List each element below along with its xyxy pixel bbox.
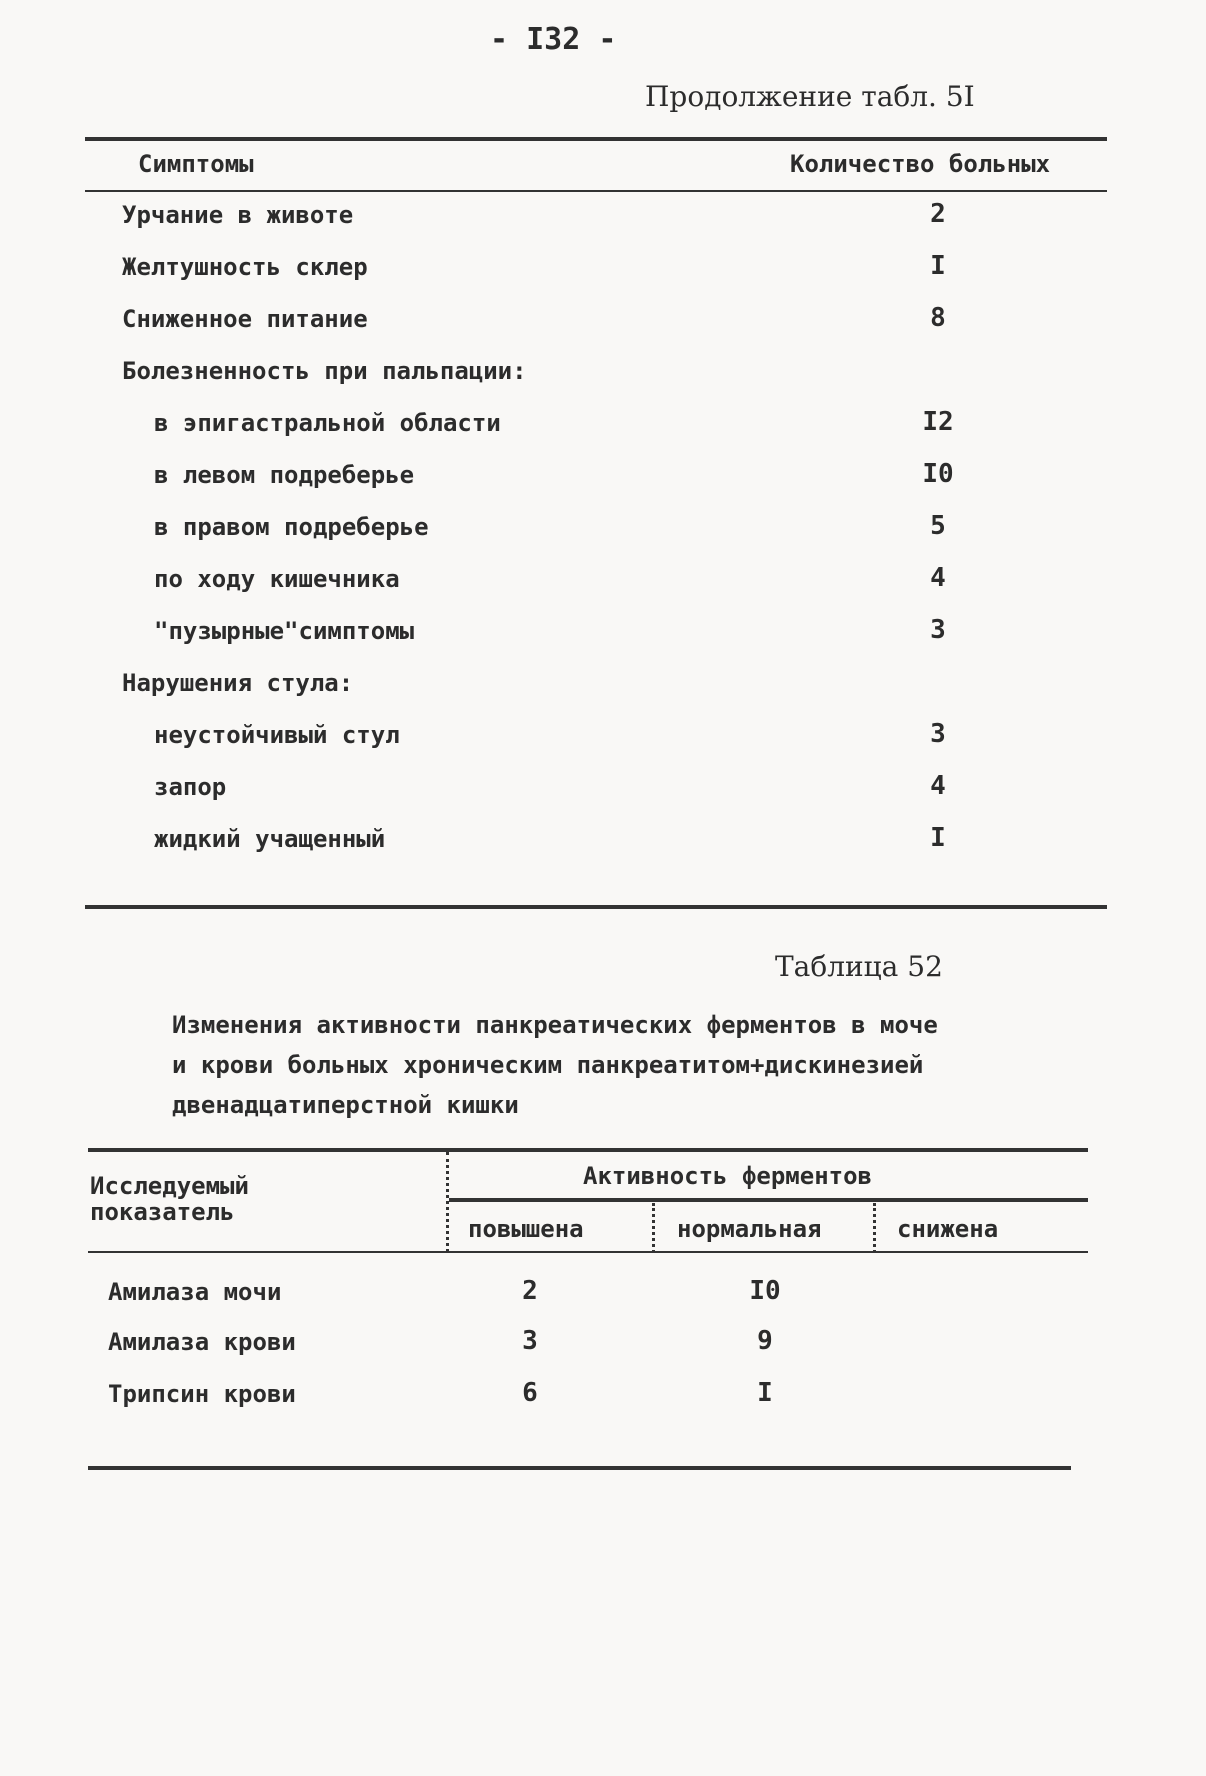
table-row-label: Нарушения стула: xyxy=(122,669,354,697)
table52-caption-line: двенадцатиперстной кишки xyxy=(172,1091,519,1119)
table-row-label: Амилаза крови xyxy=(108,1328,296,1356)
table-row-value: 3 xyxy=(930,719,946,749)
table52-caption-line: и крови больных хроническим панкреатитом+дискинезией xyxy=(172,1051,924,1079)
table-row-normal: 9 xyxy=(757,1326,773,1356)
table-row-label: в правом подреберье xyxy=(154,513,429,541)
table52-header-rule xyxy=(88,1251,1088,1253)
table-row-label: неустойчивый стул xyxy=(154,721,400,749)
table52-title: Таблица 52 xyxy=(775,950,943,983)
table-row-label: в эпигастральной области xyxy=(154,409,501,437)
table-row-value: 4 xyxy=(930,771,946,801)
table51-header-rule xyxy=(85,190,1107,192)
table-row-label: Трипсин крови xyxy=(108,1380,296,1408)
table-row-value: I0 xyxy=(922,459,954,489)
table-row-normal: I0 xyxy=(749,1276,781,1306)
table52-header-indicator-line1: Исследуемый xyxy=(90,1172,249,1200)
table51-header-count: Количество больных xyxy=(790,150,1051,178)
table51-header-symptoms: Симптомы xyxy=(138,150,254,178)
table-row-value: 2 xyxy=(930,199,946,229)
table-row-normal: I xyxy=(757,1378,773,1408)
table-row-label: Амилаза мочи xyxy=(108,1278,282,1306)
table51-bottom-rule xyxy=(85,905,1107,909)
table-row-value: I xyxy=(930,251,946,281)
table52-header-indicator-line2: показатель xyxy=(90,1198,235,1226)
table52-bottom-rule xyxy=(88,1466,1071,1470)
table52-header-col-normal: нормальная xyxy=(677,1215,822,1243)
table-row-increased: 2 xyxy=(522,1276,538,1306)
table52-divider xyxy=(652,1203,655,1253)
table52-divider xyxy=(446,1152,449,1252)
table52-group-rule xyxy=(449,1198,1088,1202)
table52-header-col-decreased: снижена xyxy=(897,1215,999,1243)
table-row-value: I xyxy=(930,823,946,853)
table-row-value: 4 xyxy=(930,563,946,593)
table52-caption-line: Изменения активности панкреатических ферментов в моче xyxy=(172,1011,938,1039)
table52-header-col-increased: повышена xyxy=(468,1215,584,1243)
table-row-value: 3 xyxy=(930,615,946,645)
table-row-label: Урчание в животе xyxy=(122,201,354,229)
table-row-increased: 3 xyxy=(522,1326,538,1356)
table52-caption xyxy=(172,1005,938,1125)
table-row-value: I2 xyxy=(922,407,954,437)
table-row-label: по ходу кишечника xyxy=(154,565,400,593)
table-continuation-label: Продолжение табл. 5I xyxy=(645,80,975,113)
table52-top-rule xyxy=(88,1148,1088,1152)
table-row-value: 5 xyxy=(930,511,946,541)
table-row-value: 8 xyxy=(930,303,946,333)
page-number: - I32 - xyxy=(490,22,617,57)
table52-divider xyxy=(873,1203,876,1253)
table-row-label: жидкий учащенный xyxy=(154,825,386,853)
table-row-label: в левом подреберье xyxy=(154,461,415,489)
table-row-increased: 6 xyxy=(522,1378,538,1408)
table-row-label: "пузырные"симптомы xyxy=(154,617,415,645)
table-row-label: Болезненность при пальпации: xyxy=(122,357,527,385)
table-row-label: Желтушность склер xyxy=(122,253,368,281)
table-row-label: запор xyxy=(154,773,227,801)
table52-header-group: Активность ферментов xyxy=(583,1162,872,1190)
table-row-label: Сниженное питание xyxy=(122,305,368,333)
table51-top-rule xyxy=(85,137,1107,141)
